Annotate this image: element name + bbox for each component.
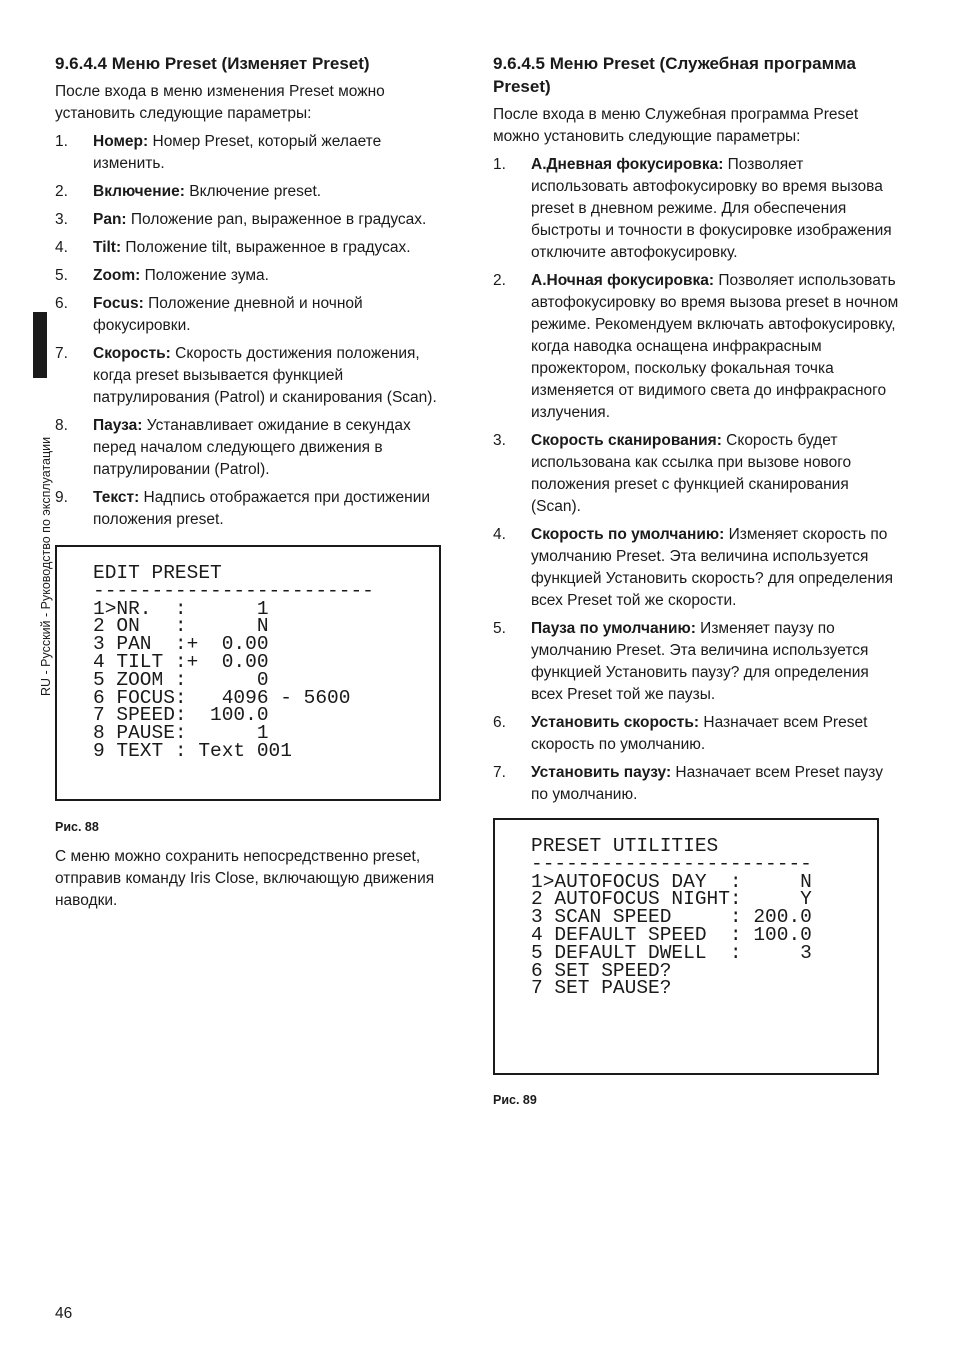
osd-line: 2 ON : N <box>93 615 269 638</box>
item-term: Включение: <box>93 183 185 200</box>
osd-line: 1>AUTOFOCUS DAY : N <box>531 870 812 893</box>
section-marker <box>33 312 47 378</box>
item-term: Tilt: <box>93 239 122 256</box>
item-term: Текст: <box>93 489 140 506</box>
list-item <box>55 343 457 409</box>
item-number: 2. <box>55 183 68 200</box>
item-number: 3. <box>493 432 506 449</box>
section-intro: После входа в меню изменения Preset можно установить следующие параметры: <box>55 83 385 122</box>
list-item <box>493 712 900 756</box>
item-text: Скорость будет использована как ссылка при вызове нового положения preset с функцией сканирования (Scan). <box>531 432 852 515</box>
osd-line: 5 DEFAULT DWELL : 3 <box>531 941 812 964</box>
item-term: Установить скорость: <box>531 714 700 731</box>
item-term: Скорость: <box>93 345 171 362</box>
item-text: Положение tilt, выраженное в градусах. <box>121 239 411 256</box>
item-term: Focus: <box>93 295 144 312</box>
osd-screen-edit-preset <box>55 545 441 801</box>
section-intro: После входа в меню Служебная программа Preset можно установить следующие параметры: <box>493 106 859 145</box>
list-item <box>493 762 900 806</box>
item-text: Включение preset. <box>184 183 322 200</box>
item-text: Надпись отображается при достижении положения preset. <box>93 489 431 528</box>
item-text: Положение дневной и ночной фокусировки. <box>93 295 363 334</box>
item-number: 6. <box>55 295 68 312</box>
item-number: 1. <box>493 156 506 173</box>
item-text: Скорость достижения положения, когда preset вызывается функцией патрулирования (Patrol) и сканирования (Scan). <box>93 345 437 406</box>
osd-line: 7 SET PAUSE? <box>531 977 672 1000</box>
item-text: Изменяет паузу по умолчанию Preset. Эта величина используется функцией Установить паузу? для определения всех Preset той же паузы. <box>531 620 869 703</box>
figure-caption: Рис. 88 <box>55 820 99 834</box>
left-column <box>55 52 457 912</box>
osd-line: 6 SET SPEED? <box>531 959 672 982</box>
item-number: 4. <box>493 526 506 543</box>
list-item <box>55 209 457 231</box>
item-text: Изменяет скорость по умолчанию Preset. Эта величина используется функцией Установить скорость? для определения всех Preset той же скорости. <box>531 526 893 609</box>
list-item <box>55 293 457 337</box>
item-number: 1. <box>55 133 68 150</box>
item-term: A.Ночная фокусировка: <box>531 272 715 289</box>
list-item <box>55 237 457 259</box>
item-term: A.Дневная фокусировка: <box>531 156 724 173</box>
list-item <box>55 487 457 531</box>
item-term: Установить паузу: <box>531 764 672 781</box>
osd-line: 6 FOCUS: 4096 - 5600 <box>93 686 351 709</box>
list-item <box>55 415 457 481</box>
item-number: 5. <box>493 620 506 637</box>
item-term: Zoom: <box>93 267 141 284</box>
item-text: Позволяет использовать автофокусировку во время вызова preset в ночном режиме. Рекомендуем включать автофокусировку, когда наводка оснащена инфракрасным прожектором, поскольку фокальная точка изменяется от видимого света до инфракрасного излучения. <box>531 272 899 421</box>
item-text: Положение pan, выраженное в градусах. <box>126 211 427 228</box>
page-number: 46 <box>55 1305 73 1322</box>
osd-line: PRESET UTILITIES <box>531 835 719 857</box>
item-term: Pan: <box>93 211 127 228</box>
osd-line: 5 ZOOM : 0 <box>93 668 269 691</box>
note-paragraph: С меню можно сохранить непосредственно preset, отправив команду Iris Close, включающую движения наводки. <box>55 848 435 909</box>
osd-screen-preset-utilities <box>493 818 879 1075</box>
item-number: 2. <box>493 272 506 289</box>
item-text: Назначает всем Preset паузу по умолчанию. <box>531 764 883 803</box>
item-number: 7. <box>55 345 68 362</box>
right-column <box>493 52 900 1107</box>
osd-line: 4 DEFAULT SPEED : 100.0 <box>531 923 812 946</box>
section-heading-preset-utilities: 9.6.4.5 Меню Preset (Служебная программа Preset) <box>493 54 856 96</box>
item-number: 3. <box>55 211 68 228</box>
osd-line: ------------------------ <box>531 852 812 875</box>
section-heading-edit-preset: 9.6.4.4 Меню Preset (Изменяет Preset) <box>55 54 370 73</box>
item-term: Номер: <box>93 133 149 150</box>
figure-caption: Рис. 89 <box>493 1093 537 1107</box>
parameter-list <box>55 131 457 531</box>
osd-line: 3 SCAN SPEED : 200.0 <box>531 906 812 929</box>
list-item <box>493 524 900 612</box>
sidebar-label: RU - Русский - Руководство по эксплуатации <box>39 436 53 696</box>
item-number: 8. <box>55 417 68 434</box>
item-term: Скорость по умолчанию: <box>531 526 725 543</box>
osd-line: ------------------------ <box>93 579 374 602</box>
item-number: 6. <box>493 714 506 731</box>
item-number: 9. <box>55 489 68 506</box>
item-text: Положение зума. <box>140 267 269 284</box>
item-text: Назначает всем Preset скорость по умолчанию. <box>531 714 868 753</box>
item-term: Пауза: <box>93 417 143 434</box>
osd-line: EDIT PRESET <box>93 562 222 584</box>
osd-line: 3 PAN :+ 0.00 <box>93 633 269 656</box>
osd-line: 8 PAUSE: 1 <box>93 722 269 745</box>
item-number: 5. <box>55 267 68 284</box>
list-item <box>493 618 900 706</box>
item-number: 7. <box>493 764 506 781</box>
item-text: Номер Preset, который желаете изменить. <box>93 133 382 172</box>
item-number: 4. <box>55 239 68 256</box>
parameter-list <box>493 154 900 806</box>
list-item <box>493 270 900 424</box>
list-item <box>55 265 457 287</box>
list-item <box>493 154 900 264</box>
osd-line: 9 TEXT : Text 001 <box>93 739 292 762</box>
item-term: Скорость сканирования: <box>531 432 722 449</box>
osd-line: 7 SPEED: 100.0 <box>93 704 269 727</box>
list-item <box>55 181 457 203</box>
osd-line: 2 AUTOFOCUS NIGHT: Y <box>531 888 812 911</box>
item-text: Позволяет использовать автофокусировку во время вызова preset в дневном режиме. Для обеспечения быстроты и точности в фокусировке изображения отключите автофокусировку. <box>531 156 892 261</box>
item-text: Устанавливает ожидание в секундах перед началом следующего движения в патрулировании (Patrol). <box>93 417 411 478</box>
list-item <box>493 430 900 518</box>
list-item <box>55 131 457 175</box>
item-term: Пауза по умолчанию: <box>531 620 696 637</box>
osd-line: 4 TILT :+ 0.00 <box>93 650 269 673</box>
osd-line: 1>NR. : 1 <box>93 597 269 620</box>
